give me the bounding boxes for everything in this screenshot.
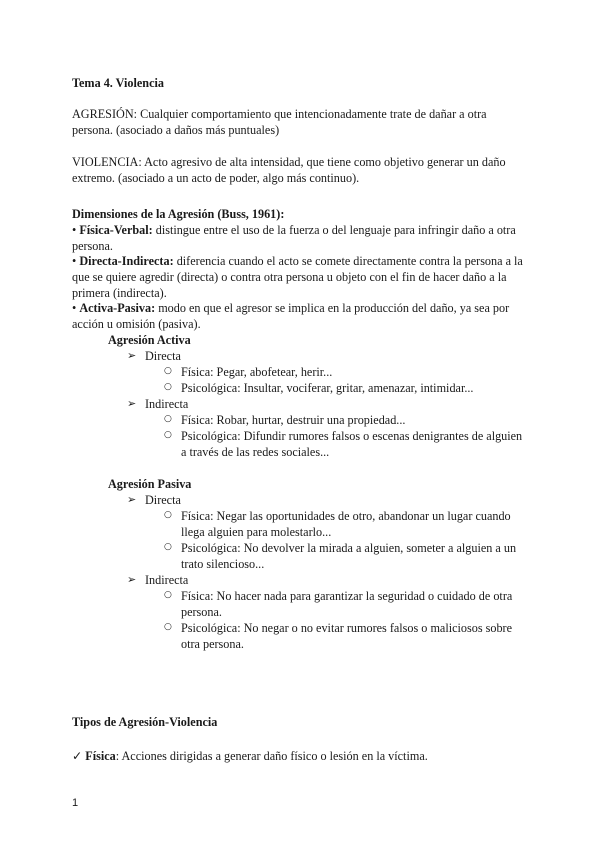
dimension-activa-pasiva: • Activa-Pasiva: modo en que el agresor se implica en la producción del daño, ya sea por (72, 301, 510, 315)
activa-directa-fisica: Física: Pegar, abofetear, herir... (181, 365, 333, 379)
pasiva-directa-psicologica: Psicológica: No devolver la mirada a alguien, someter a alguien a un (181, 541, 517, 555)
dimension-activa-pasiva-cont: acción u omisión (pasiva). (72, 317, 201, 331)
arrow-bullet-icon: ➢ (127, 573, 137, 586)
dimension-fisica-verbal: • Física-Verbal: distingue entre el uso de la fuerza o del lenguaje para infringir daño a otra (72, 223, 516, 237)
activa-indirecta-fisica: Física: Robar, hurtar, destruir una propiedad... (181, 413, 406, 427)
dimension-directa-indirecta-cont2: primera (indirecta). (72, 286, 167, 300)
pasiva-indirecta-fisica: Física: No hacer nada para garantizar la seguridad o cuidado de otra (181, 589, 513, 603)
page-number: 1 (72, 797, 79, 809)
checkmark-icon: ✓ (72, 749, 83, 763)
activa-indirecta-psicologica: Psicológica: Difundir rumores falsos o escenas denigrantes de alguien (181, 429, 523, 443)
arrow-bullet-icon: ➢ (127, 493, 137, 506)
activa-indirecta-psicologica-cont: a través de las redes sociales... (181, 445, 330, 459)
arrow-bullet-icon: ➢ (127, 349, 137, 362)
pasiva-directa-label: Directa (145, 493, 181, 507)
arrow-bullet-icon: ➢ (127, 397, 137, 410)
violencia-definition-line2: extremo. (asociado a un acto de poder, algo más continuo). (72, 171, 360, 185)
pasiva-directa-psicologica-cont: trato silencioso... (181, 557, 265, 571)
circle-bullet-icon: ○ (164, 590, 172, 600)
tipos-heading: Tipos de Agresión-Violencia (72, 715, 218, 729)
circle-bullet-icon: ○ (164, 430, 172, 440)
dimension-directa-indirecta: • Directa-Indirecta: diferencia cuando el acto se comete directamente contra la persona a la (72, 254, 523, 268)
circle-bullet-icon: ○ (164, 510, 172, 520)
violencia-definition-line1: VIOLENCIA: Acto agresivo de alta intensidad, que tiene como objetivo generar un daño (72, 155, 506, 169)
pasiva-indirecta-label: Indirecta (145, 573, 189, 587)
circle-bullet-icon: ○ (164, 414, 172, 424)
circle-bullet-icon: ○ (164, 622, 172, 632)
page-title: Tema 4. Violencia (72, 76, 164, 90)
pasiva-directa-fisica-cont: llega alguien para molestarlo... (181, 525, 332, 539)
circle-bullet-icon: ○ (164, 382, 172, 392)
dimensions-heading: Dimensiones de la Agresión (Buss, 1961): (72, 207, 285, 221)
activa-directa-label: Directa (145, 349, 181, 363)
agresion-definition-line2: persona. (asociado a daños más puntuales) (72, 123, 280, 137)
tipos-fisica-item: ✓ Física: Acciones dirigidas a generar daño físico o lesión en la víctima. (72, 749, 428, 763)
agresion-activa-heading: Agresión Activa (108, 333, 191, 347)
activa-directa-psicologica: Psicológica: Insultar, vociferar, gritar, amenazar, intimidar... (181, 381, 474, 395)
pasiva-directa-fisica: Física: Negar las oportunidades de otro, abandonar un lugar cuando (181, 509, 511, 523)
agresion-definition-line1: AGRESIÓN: Cualquier comportamiento que intencionadamente trate de dañar a otra (72, 107, 487, 121)
pasiva-indirecta-psicologica: Psicológica: No negar o no evitar rumores falsos o maliciosos sobre (181, 621, 513, 635)
circle-bullet-icon: ○ (164, 542, 172, 552)
circle-bullet-icon: ○ (164, 366, 172, 376)
dimension-directa-indirecta-cont: que se quiere agredir (directa) o contra otra persona u objeto con el fin de hacer daño a la (72, 270, 507, 284)
pasiva-indirecta-psicologica-cont: otra persona. (181, 637, 244, 651)
activa-indirecta-label: Indirecta (145, 397, 189, 411)
agresion-pasiva-heading: Agresión Pasiva (108, 477, 192, 491)
pasiva-indirecta-fisica-cont: persona. (181, 605, 222, 619)
dimension-fisica-verbal-cont: persona. (72, 239, 113, 253)
